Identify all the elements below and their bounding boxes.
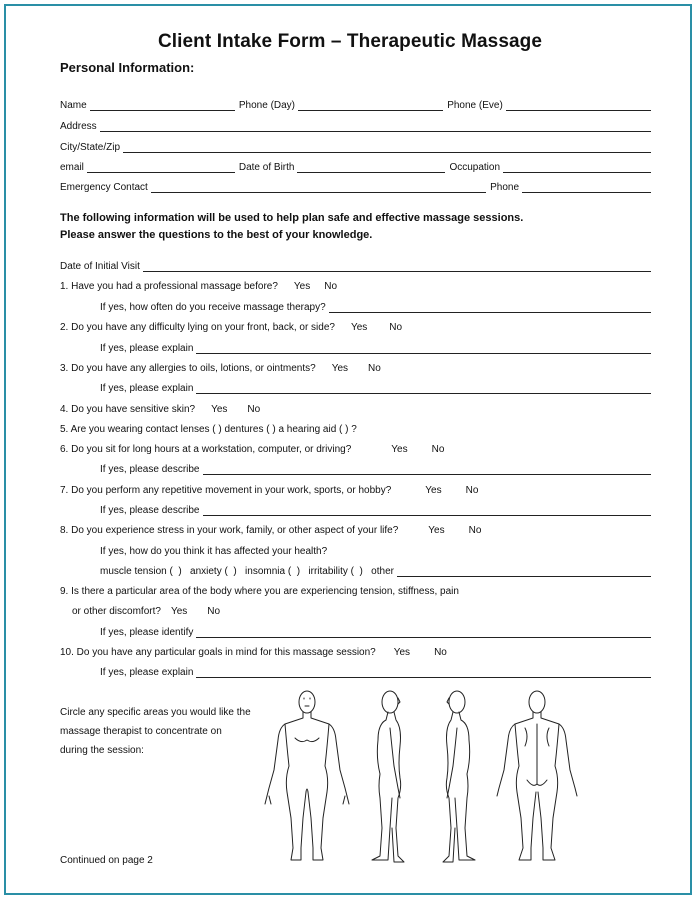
- q6-no[interactable]: No: [431, 444, 445, 455]
- q10-no[interactable]: No: [434, 647, 447, 658]
- phone-eve-label: Phone (Eve): [447, 100, 503, 111]
- q6-yes[interactable]: Yes: [391, 444, 408, 455]
- body-diagram[interactable]: [262, 688, 672, 868]
- q3-no[interactable]: No: [368, 363, 381, 374]
- q3-follow-field[interactable]: [196, 383, 651, 394]
- phone-field[interactable]: [522, 182, 651, 193]
- q6-follow-row: [100, 461, 655, 475]
- personal-info-heading: Personal Information:: [60, 60, 195, 75]
- q7-follow-label: If yes, please describe: [100, 505, 200, 516]
- emergency-label: Emergency Contact: [60, 182, 148, 193]
- notice-line-2: Please answer the questions to the best of your knowledge.: [60, 229, 373, 241]
- q5-text[interactable]: 5. Are you wearing contact lenses ( ) dentures ( ) a hearing aid ( ) ?: [60, 424, 357, 435]
- continued-note: Continued on page 2: [60, 855, 153, 866]
- address-row: [60, 118, 655, 132]
- circle-instructions: [60, 703, 251, 760]
- q9-no[interactable]: No: [207, 606, 221, 617]
- email-field[interactable]: [87, 162, 235, 173]
- q10-row: [60, 644, 655, 658]
- q10-follow-label: If yes, please explain: [100, 667, 194, 678]
- dob-label: Date of Birth: [238, 162, 295, 173]
- q3-follow-label: If yes, please explain: [100, 383, 194, 394]
- phone-day-label: Phone (Day): [238, 100, 296, 111]
- q8-follow-row: [100, 543, 655, 557]
- q9-follow-field[interactable]: [196, 627, 651, 638]
- q5-row: [60, 421, 655, 435]
- q7-follow-field[interactable]: [203, 505, 652, 516]
- name-label: Name: [60, 100, 87, 111]
- city-row: [60, 139, 655, 153]
- q10-follow-row: [100, 664, 655, 678]
- q9-follow-row: [100, 624, 655, 638]
- q2-no[interactable]: No: [389, 322, 403, 333]
- phone-day-field[interactable]: [298, 100, 443, 111]
- q9-follow-label: If yes, please identify: [100, 627, 194, 638]
- q8-options[interactable]: muscle tension ( ) anxiety ( ) insomnia ( ) irritability ( ) other: [100, 566, 394, 577]
- q2-yes[interactable]: Yes: [350, 322, 368, 333]
- body-figure-front: [265, 691, 349, 860]
- q7-yes[interactable]: Yes: [425, 485, 442, 496]
- circle-line-3: during the session:: [60, 745, 144, 756]
- email-label: email: [60, 162, 84, 173]
- city-label: City/State/Zip: [60, 142, 121, 153]
- q9-row-2: [72, 603, 655, 617]
- q1-no[interactable]: No: [324, 281, 338, 292]
- name-field[interactable]: [90, 100, 235, 111]
- q4-no[interactable]: No: [247, 404, 261, 415]
- q6-follow-field[interactable]: [203, 464, 652, 475]
- q6-row: [60, 441, 655, 455]
- q10-yes[interactable]: Yes: [393, 647, 411, 658]
- phone-label: Phone: [490, 182, 520, 193]
- q3-text: 3. Do you have any allergies to oils, lotions, or ointments?: [60, 363, 316, 374]
- q1-row: [60, 278, 655, 292]
- q2-follow-label: If yes, please explain: [100, 343, 194, 354]
- body-figure-back: [497, 691, 577, 860]
- q1-yes[interactable]: Yes: [293, 281, 311, 292]
- q6-follow-label: If yes, please describe: [100, 464, 200, 475]
- q7-follow-row: [100, 502, 655, 516]
- date-initial-label: Date of Initial Visit: [60, 261, 140, 272]
- name-row: [60, 97, 655, 111]
- q1-follow-row: [100, 299, 655, 313]
- q4-row: [60, 401, 655, 415]
- q2-follow-row: [100, 340, 655, 354]
- address-field[interactable]: [100, 121, 651, 132]
- body-figure-side-left: [443, 691, 475, 862]
- q8-yes[interactable]: Yes: [428, 525, 445, 536]
- q9-text-2: or other discomfort?: [72, 606, 161, 617]
- q7-text: 7. Do you perform any repetitive movement in your work, sports, or hobby?: [60, 485, 392, 496]
- q8-options-row: [100, 563, 655, 577]
- q8-row: [60, 522, 655, 536]
- q6-text: 6. Do you sit for long hours at a workstation, computer, or driving?: [60, 444, 352, 455]
- q2-row: [60, 319, 655, 333]
- q1-follow-label: If yes, how often do you receive massage therapy?: [100, 302, 326, 313]
- q7-row: [60, 482, 655, 496]
- q9-yes[interactable]: Yes: [170, 606, 188, 617]
- city-field[interactable]: [123, 142, 651, 153]
- q3-row: [60, 360, 655, 374]
- q10-text: 10. Do you have any particular goals in mind for this massage session?: [60, 647, 376, 658]
- q2-text: 2. Do you have any difficulty lying on your front, back, or side?: [60, 322, 335, 333]
- q1-text: 1. Have you had a professional massage before?: [60, 281, 278, 292]
- q9-row: [60, 583, 655, 597]
- circle-line-2: massage therapist to concentrate on: [60, 726, 222, 737]
- date-initial-row: [60, 258, 655, 272]
- circle-line-1: Circle any specific areas you would like the: [60, 707, 251, 718]
- date-initial-field[interactable]: [143, 261, 651, 272]
- q1-follow-field[interactable]: [329, 302, 651, 313]
- q9-text-1: 9. Is there a particular area of the body where you are experiencing tension, stiffness, pain: [60, 586, 459, 597]
- q2-follow-field[interactable]: [196, 343, 651, 354]
- q7-no[interactable]: No: [465, 485, 479, 496]
- address-label: Address: [60, 121, 97, 132]
- q8-text: 8. Do you experience stress in your work, family, or other aspect of your life?: [60, 525, 399, 536]
- q4-yes[interactable]: Yes: [211, 404, 228, 415]
- body-figure-side-right: [372, 691, 404, 862]
- q8-follow-label: If yes, how do you think it has affected your health?: [100, 546, 328, 557]
- q8-no[interactable]: No: [468, 525, 482, 536]
- q3-follow-row: [100, 380, 655, 394]
- q4-text: 4. Do you have sensitive skin?: [60, 404, 196, 415]
- emergency-row: [60, 179, 655, 193]
- q10-follow-field[interactable]: [196, 667, 651, 678]
- emergency-field[interactable]: [151, 182, 486, 193]
- phone-eve-field[interactable]: [506, 100, 651, 111]
- occupation-field[interactable]: [503, 162, 651, 173]
- notice-line-1: The following information will be used to help plan safe and effective massage sessions.: [60, 212, 524, 224]
- email-row: [60, 159, 655, 173]
- form-title: Client Intake Form – Therapeutic Massage: [157, 31, 543, 52]
- dob-field[interactable]: [297, 162, 445, 173]
- q8-other-field[interactable]: [397, 566, 651, 577]
- occupation-label: Occupation: [449, 162, 501, 173]
- q3-yes[interactable]: Yes: [331, 363, 349, 374]
